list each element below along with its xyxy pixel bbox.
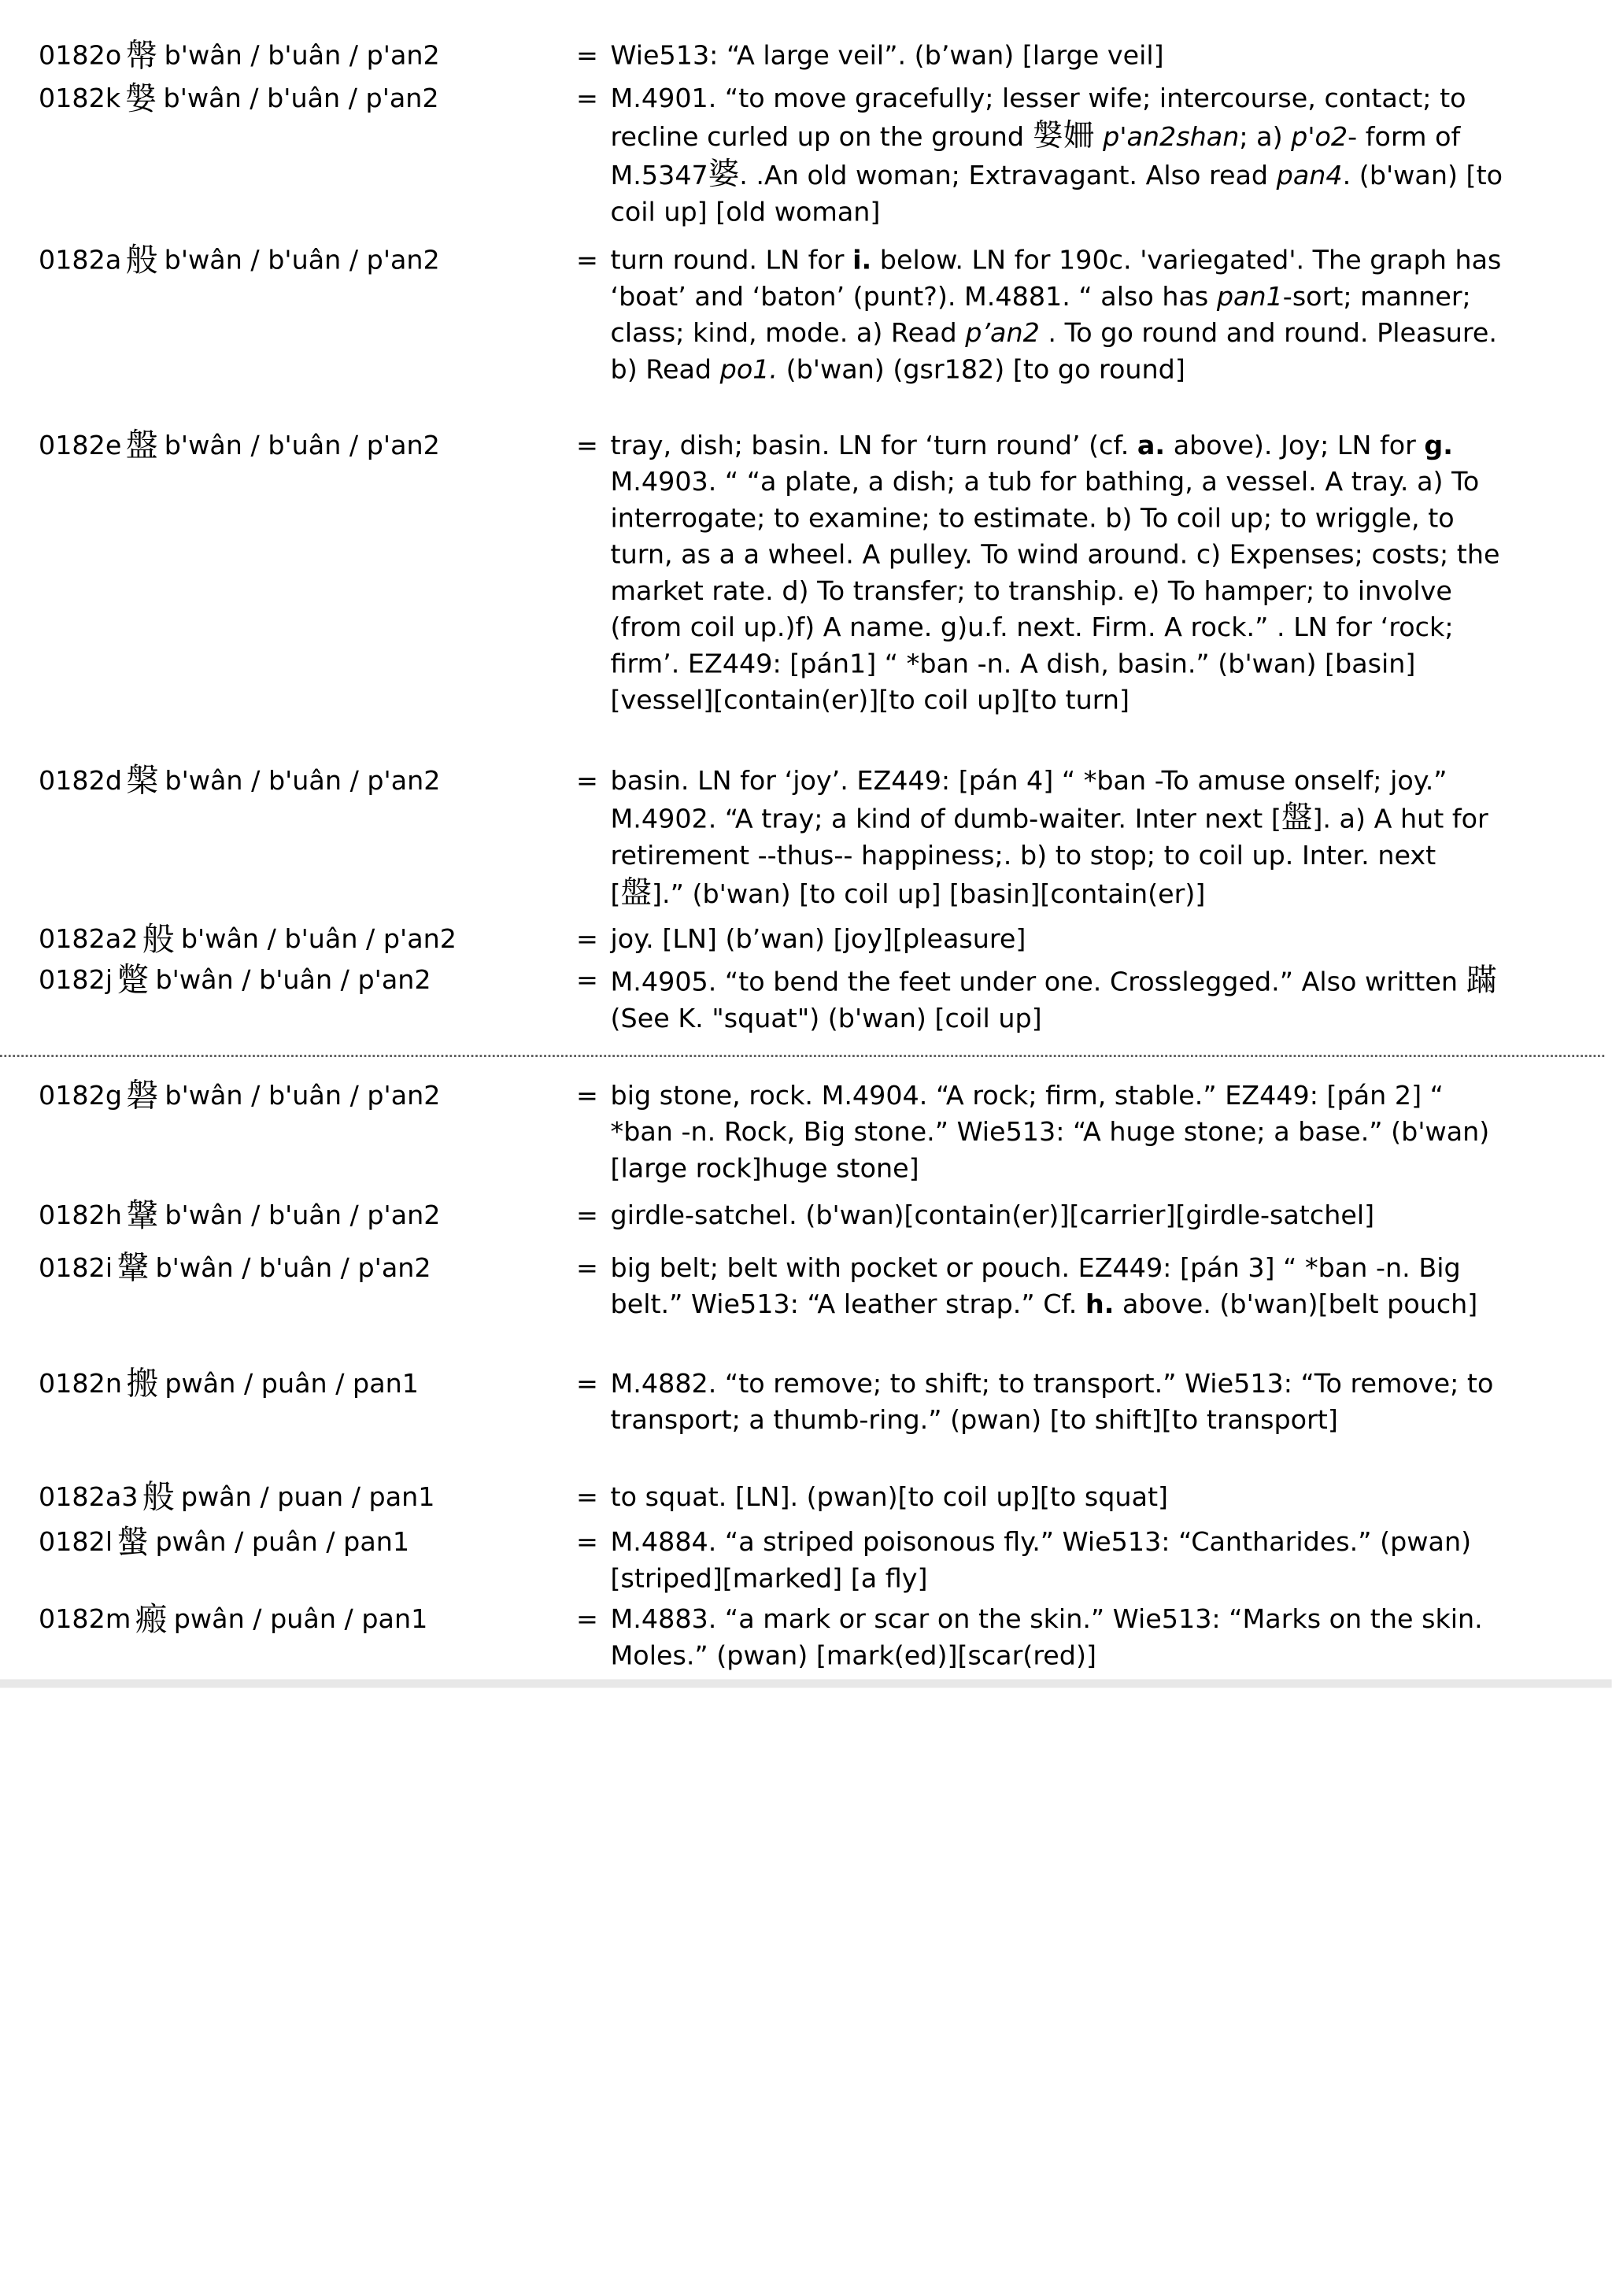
entry-character: 般 <box>142 921 175 959</box>
definition-fragment: p’an2 <box>965 316 1040 349</box>
entry-pronunciation: b'wân / b'uân / p'an2 <box>163 82 439 114</box>
definition-fragment: i. <box>852 244 872 275</box>
entry-definition: to squat. [LN]. (pwan)[to coil up][to squat] <box>610 1481 1169 1513</box>
entry-definition: M.4884. “a striped poisonous fly.” Wie513: “Cantharides.” (pwan) [striped][marked] [a fly] <box>610 1525 1472 1594</box>
entry-code: 0182l <box>38 1525 113 1558</box>
equals-sign: = <box>576 963 598 995</box>
entry-definition: big belt; belt with pocket or pouch. EZ449: [pán 3] “ *ban -n. Big belt.” Wie513: “A leather strap.” Cf. h. above. (b'wan)[belt pouch] <box>610 1252 1478 1320</box>
equals-sign: = <box>576 764 598 796</box>
entry-character: 磐 <box>126 1077 159 1115</box>
entry-character: 槃 <box>126 762 159 800</box>
entry-code: 0182a2 <box>38 922 139 955</box>
equals-sign: = <box>576 1199 598 1231</box>
entry-definition: girdle-satchel. (b'wan)[contain(er)][carrier][girdle-satchel] <box>610 1199 1375 1231</box>
entry-definition: turn round. LN for i. below. LN for 190c. 'variegated'. The graph has ‘boat’ and ‘baton’ (punt?). M.4881. “ also has pan1-sort; manner; class; kind, mode. a) Read p’an2 . To go round and round. Pleasure. b) Read po1. (b'wan) (gsr182) [to go round] <box>610 244 1502 385</box>
definition-fragment: 媻姍 <box>1032 116 1095 153</box>
definition-fragment: p'an2shan <box>1103 120 1240 153</box>
entry-head <box>39 1524 409 1562</box>
definition-fragment: 盤 <box>1281 799 1313 836</box>
definition-fragment: po1. <box>719 353 778 385</box>
equals-sign: = <box>576 1603 598 1635</box>
entry-character: 蹩 <box>116 961 150 1000</box>
entry-code: 0182h <box>38 1199 122 1231</box>
entry-pronunciation: b'wân / b'uân / p'an2 <box>165 764 441 796</box>
entry-pronunciation: b'wân / b'uân / p'an2 <box>155 963 431 995</box>
definition-fragment: a. <box>1137 429 1166 461</box>
entry-character: 盤 <box>125 427 158 465</box>
entry-head <box>39 921 457 959</box>
entry-character: 媻 <box>124 80 157 118</box>
definition-fragment: 婆 <box>708 155 740 192</box>
definition-fragment: 蹣 <box>1466 961 1498 999</box>
entry-head <box>39 763 441 800</box>
equals-sign: = <box>576 1525 598 1558</box>
entry-pronunciation: b'wân / b'uân / p'an2 <box>164 429 440 461</box>
equals-sign: = <box>576 1367 598 1399</box>
entry-pronunciation: pwân / puan / pan1 <box>180 1481 435 1513</box>
equals-sign: = <box>576 1252 598 1283</box>
entry-character: 般 <box>142 1478 175 1517</box>
entry-character: 鞶 <box>126 1197 159 1235</box>
entry-head <box>39 1078 441 1115</box>
definition-fragment: pan1 <box>1216 280 1283 312</box>
entry-pronunciation: b'wân / b'uân / p'an2 <box>164 244 440 275</box>
entry-code: 0182m <box>38 1603 131 1635</box>
entry-character: 瘢 <box>135 1601 168 1639</box>
equals-sign: = <box>576 1079 598 1111</box>
definition-fragment: h. <box>1085 1288 1115 1320</box>
entry-head <box>39 962 431 1000</box>
entry-character: 鞶 <box>116 1249 150 1288</box>
entry-definition: joy. [LN] (b’wan) [joy][pleasure] <box>610 922 1026 955</box>
definition-fragment: pan4 <box>1276 159 1343 191</box>
entry-head <box>39 1601 427 1639</box>
entry-head <box>39 38 440 76</box>
definition-fragment: p'o2 <box>1291 120 1348 153</box>
section-divider <box>0 1055 1604 1057</box>
entry-code: 0182a3 <box>38 1481 139 1513</box>
entry-pronunciation: b'wân / b'uân / p'an2 <box>155 1252 431 1283</box>
equals-sign: = <box>576 429 598 461</box>
entry-pronunciation: pwân / puân / pan1 <box>165 1367 419 1399</box>
equals-sign: = <box>576 922 598 955</box>
entry-code: 0182k <box>38 82 121 114</box>
entry-definition: basin. LN for ‘joy’. EZ449: [pán 4] “ *ban -To amuse onself; joy.” M.4902. “A tray; a kind of dumb-waiter. Inter next [盤]. a) A hut for retirement --thus-- happiness;. b) to stop; to coil up. Inter. next [盤].” (b'wan) [to coil up] [basin][contain(er)] <box>610 764 1488 911</box>
bottom-edge-bar <box>0 1679 1612 1688</box>
entry-code: 0182g <box>38 1079 122 1111</box>
entry-pronunciation: b'wân / b'uân / p'an2 <box>180 922 457 955</box>
entry-head <box>39 242 440 279</box>
equals-sign: = <box>576 82 598 114</box>
entry-pronunciation: pwân / puân / pan1 <box>155 1525 410 1558</box>
definition-fragment: 盤 <box>620 874 653 911</box>
entry-pronunciation: b'wân / b'uân / p'an2 <box>164 39 440 71</box>
entry-pronunciation: pwân / puân / pan1 <box>173 1603 428 1635</box>
entry-definition: M.4901. “to move gracefully; lesser wife; intercourse, contact; to recline curled up on the ground 媻姍 p'an2shan; a) p'o2- form of M.5347婆. .An old woman; Extravagant. Also read pan4. (b'wan) [to coil up] [old woman] <box>610 82 1503 227</box>
equals-sign: = <box>576 1481 598 1513</box>
entry-definition: big stone, rock. M.4904. “A rock; firm, stable.” EZ449: [pán 2] “ *ban -n. Rock, Big stone.” Wie513: “A huge stone; a base.” (b'wan) [large rock]huge stone] <box>610 1079 1490 1184</box>
entry-pronunciation: b'wân / b'uân / p'an2 <box>165 1079 441 1111</box>
entry-head <box>39 80 439 118</box>
entry-character: 般 <box>125 242 158 280</box>
entry-code: 0182e <box>38 429 122 461</box>
entry-head <box>39 1366 419 1403</box>
entry-code: 0182i <box>38 1252 113 1283</box>
entry-code: 0182n <box>38 1367 122 1399</box>
entry-head <box>39 427 440 465</box>
entry-definition: Wie513: “A large veil”. (b’wan) [large veil] <box>610 39 1164 71</box>
entry-code: 0182a <box>38 244 122 275</box>
entry-character: 幋 <box>125 37 158 76</box>
entry-head <box>39 1197 441 1235</box>
equals-sign: = <box>576 244 598 275</box>
entry-definition: M.4905. “to bend the feet under one. Crosslegged.” Also written 蹣 (See K. "squat") (b'wan) [coil up] <box>610 961 1498 1033</box>
entry-definition: M.4882. “to remove; to shift; to transport.” Wie513: “To remove; to transport; a thumb-ring.” (pwan) [to shift][to transport] <box>610 1367 1494 1436</box>
entry-character: 搬 <box>126 1365 159 1403</box>
entry-code: 0182j <box>38 963 113 995</box>
entry-definition: tray, dish; basin. LN for ‘turn round’ (cf. a. above). Joy; LN for g. M.4903. “ “a plate, a dish; a tub for bathing, a vessel. A tray. a) To interrogate; to examine; to estimate. b) To coil up; to wriggle, to turn, as a a wheel. A pulley. To wind around. c) Expenses; costs; the market rate. d) To transfer; to tranship. e) To hamper; to involve (from coil up.)f) A name. g)u.f. next. Firm. A rock.” . LN for ‘rock; firm’. EZ449: [pán1] “ *ban -n. A dish, basin.” (b'wan) [basin][vessel][contain(er)][to coil up][to turn] <box>610 429 1500 715</box>
entry-code: 0182d <box>38 764 122 796</box>
entry-character: 螌 <box>116 1524 150 1562</box>
entry-head <box>39 1250 431 1288</box>
entry-head <box>39 1479 434 1517</box>
entry-pronunciation: b'wân / b'uân / p'an2 <box>165 1199 441 1231</box>
definition-fragment: g. <box>1424 429 1453 461</box>
entry-definition: M.4883. “a mark or scar on the skin.” Wie513: “Marks on the skin. Moles.” (pwan) [mark(ed)][scar(red)] <box>610 1603 1483 1671</box>
entry-code: 0182o <box>38 39 122 71</box>
equals-sign: = <box>576 39 598 71</box>
